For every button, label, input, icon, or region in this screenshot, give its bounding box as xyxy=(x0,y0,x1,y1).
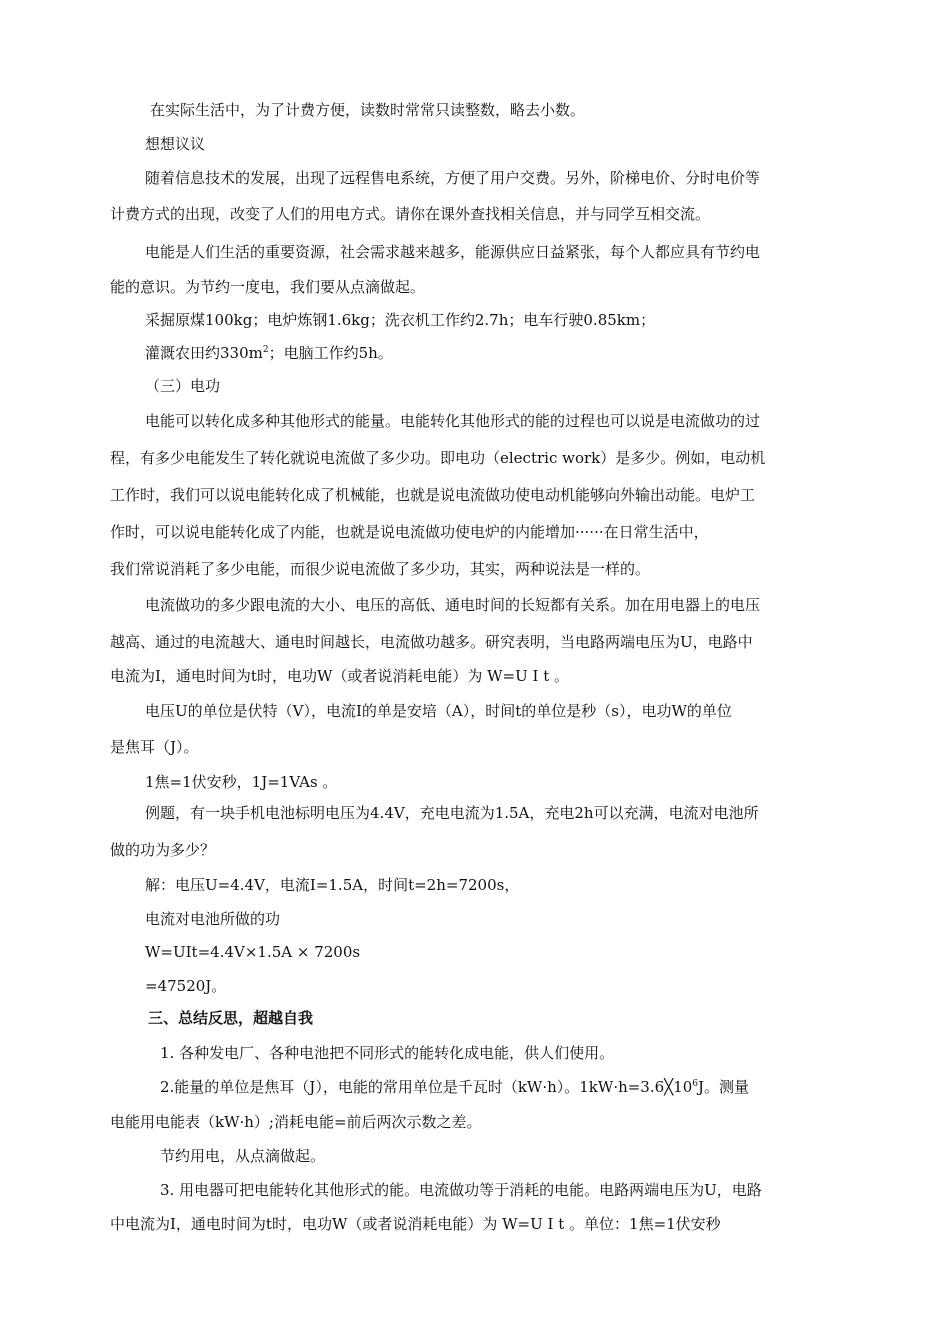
one-kwh-irrigation-text: 灌溉农田约330m xyxy=(145,344,263,362)
section-electric-work-heading: （三）电功 xyxy=(145,377,221,395)
paragraph-units-line1: 电压U的单位是伏特（V），电流I的单是安培（A），时间t的单位是秒（s），电功W的单位 xyxy=(145,702,732,720)
paragraph-remote-billing-line1: 随着信息技术的发展，出现了远程售电系统，方便了用户交费。另外，阶梯电价、分时电价等 xyxy=(145,169,761,187)
paragraph-electric-work-line1: 电能可以转化成多种其他形式的能量。电能转化其他形式的能的过程也可以说是电流做功的过 xyxy=(145,412,761,430)
paragraph-one-kwh-line2 xyxy=(145,343,393,363)
summary-item-3-line1: 3. 用电器可把电能转化其他形式的能。电流做功等于消耗的电能。电路两端电压为U，电路 xyxy=(160,1181,762,1199)
example-problem-line1: 例题，有一块手机电池标明电压为4.4V，充电电流为1.5A，充电2h可以充满，电流对电池所 xyxy=(145,804,759,822)
paragraph-factors-line1: 电流做功的多少跟电流的大小、电压的高低、通电时间的长短都有关系。加在用电器上的电压 xyxy=(145,596,761,614)
summary-item-2-line3: 节约用电，从点滴做起。 xyxy=(160,1147,326,1165)
solution-line1: 解：电压U=4.4V，电流I=1.5A，时间t=2h=7200s， xyxy=(145,876,520,894)
summary-item-2-text: 2.能量的单位是焦耳（J），电能的常用单位是千瓦时（kW·h）。1kW·h=3.6╳10 xyxy=(160,1078,693,1096)
paragraph-meter-reading: 在实际生活中，为了计费方便，读数时常常只读整数，略去小数。 xyxy=(150,101,586,119)
paragraph-electric-work-line5: 我们常说消耗了多少电能，而很少说电流做了多少功，其实，两种说法是一样的。 xyxy=(110,560,651,578)
paragraph-joule-definition: 1焦=1伏安秒，1J=1VAs 。 xyxy=(145,773,338,791)
solution-line3: W=UIt=4.4V×1.5A × 7200s xyxy=(145,943,361,961)
paragraph-factors-line3: 电流为I，通电时间为t时，电功W（或者说消耗电能）为 W=U I t 。 xyxy=(110,667,570,685)
solution-line4: =47520J。 xyxy=(145,977,227,995)
paragraph-factors-line2: 越高、通过的电流越大、通电时间越长，电流做功越多。研究表明，当电路两端电压为U，电路中 xyxy=(110,633,753,651)
paragraph-electric-work-line4: 作时，可以说电能转化成了内能，也就是说电流做功使电炉的内能增加······在日常生活中， xyxy=(110,523,709,541)
summary-item-2-line1 xyxy=(160,1077,749,1097)
example-problem-line2: 做的功为多少？ xyxy=(110,841,216,859)
one-kwh-superscript: 2 xyxy=(262,345,269,355)
paragraph-one-kwh-line1: 采掘原煤100kg；电炉炼钢1.6kg；洗衣机工作约2.7h；电车行驶0.85km； xyxy=(145,311,656,329)
summary-item-2-line2: 电能用电能表（kW·h）;消耗电能=前后两次示数之差。 xyxy=(110,1113,482,1131)
paragraph-electric-work-line2: 程，有多少电能发生了转化就说电流做了多少功。即电功（electric work）是多少。例如，电动机 xyxy=(110,449,766,467)
paragraph-resource-line2: 能的意识。为节约一度电，我们要从点滴做起。 xyxy=(110,278,426,296)
summary-item-2-tail: J。测量 xyxy=(698,1078,750,1096)
paragraph-electric-work-line3: 工作时，我们可以说电能转化成了机械能，也就是说电流做功使电动机能够向外输出动能。电炉工 xyxy=(110,486,756,504)
summary-item-1: 1. 各种发电厂、各种电池把不同形式的能转化成电能，供人们使用。 xyxy=(160,1044,615,1062)
summary-item-2-superscript: 6 xyxy=(692,1079,699,1089)
paragraph-resource-line1: 电能是人们生活的重要资源，社会需求越来越多，能源供应日益紧张，每个人都应具有节约电 xyxy=(145,243,761,261)
paragraph-units-line2: 是焦耳（J）。 xyxy=(110,738,199,756)
solution-line2: 电流对电池所做的功 xyxy=(145,910,281,928)
one-kwh-computer-text: ；电脑工作约5h。 xyxy=(268,344,393,362)
summary-item-3-line2: 中电流为I，通电时间为t时，电功W（或者说消耗电能）为 W=U I t 。单位：1焦=1伏安秒 xyxy=(110,1215,721,1233)
summary-heading: 三、总结反思，超越自我 xyxy=(148,1009,314,1027)
think-discuss-heading: 想想议议 xyxy=(145,135,206,153)
paragraph-remote-billing-line2: 计费方式的出现，改变了人们的用电方式。请你在课外查找相关信息，并与同学互相交流。 xyxy=(110,205,711,223)
